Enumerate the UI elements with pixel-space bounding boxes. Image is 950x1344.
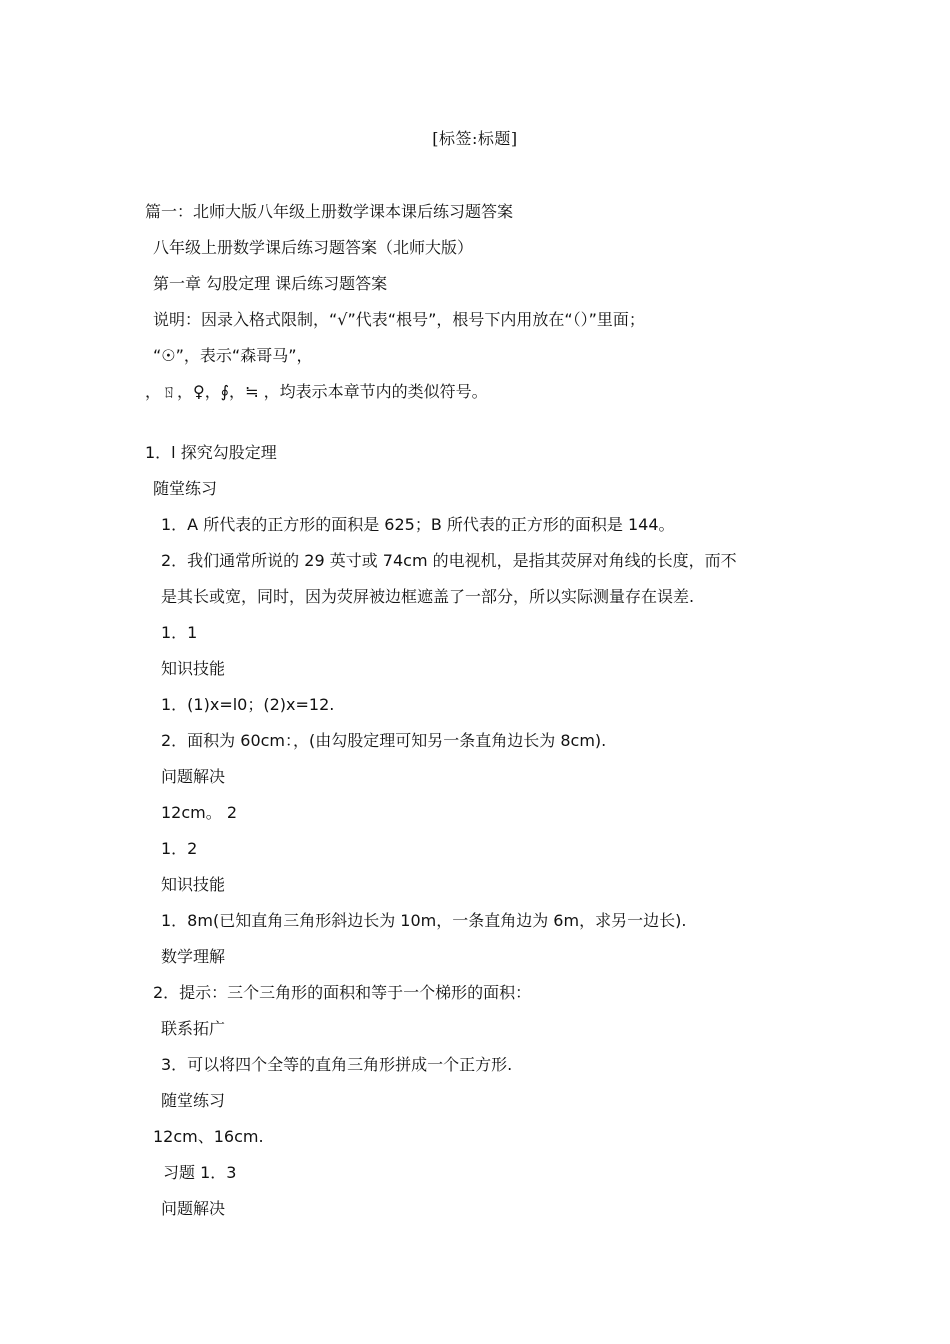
subheading: 问题解决 [161,767,226,786]
subheading: 习题 1．3 [163,1163,237,1182]
text-line: 1．2 [161,839,198,858]
subsection-title: 1．l 探究勾股定理 [145,443,277,462]
subheading: 知识技能 [161,659,226,678]
subheading: 随堂练习 [153,479,218,498]
text-line: 说明：因录入格式限制，“√”代表“根号”，根号下内用放在“（）”里面； [153,310,645,329]
text-line: “☉”，表示“森哥马”， [153,346,313,365]
subheading: 随堂练习 [161,1091,226,1110]
text-line: 1．8m(已知直角三角形斜边长为 10m，一条直角边为 6m，求另一边长). [161,911,687,930]
subheading: 问题解决 [161,1199,226,1218]
text-line: 3．可以将四个全等的直角三角形拼成一个正方形. [161,1055,513,1074]
text-line: 1．1 [161,623,198,642]
text-line: 1．(1)x=l0；(2)x=12. [161,695,335,714]
page-header-tag: [标签:标题] [432,129,518,148]
subheading: 联系拓广 [161,1019,226,1038]
text-line: 1．A 所代表的正方形的面积是 625；B 所代表的正方形的面积是 144。 [161,515,675,534]
text-line: 2．面积为 60cm：，(由勾股定理可知另一条直角边长为 8cm). [161,731,607,750]
text-line: ，ㄖ，♀，∮，≒ ，均表示本章节内的类似符号。 [145,382,488,401]
text-line: 12cm。 2 [161,803,238,822]
subheading: 知识技能 [161,875,226,894]
text-line: 2．提示：三个三角形的面积和等于一个梯形的面积： [153,983,532,1002]
text-line: 是其长或宽，同时，因为荧屏被边框遮盖了一部分，所以实际测量存在误差. [161,587,695,606]
chapter-title: 第一章 勾股定理 课后练习题答案 [153,274,388,293]
doc-subtitle: 八年级上册数学课后练习题答案（北师大版） [153,238,474,257]
section-title: 篇一：北师大版八年级上册数学课本课后练习题答案 [145,202,514,221]
text-line: 12cm、16cm. [153,1127,264,1146]
text-line: 2．我们通常所说的 29 英寸或 74cm 的电视机，是指其荧屏对角线的长度，而不 [161,551,737,570]
subheading: 数学理解 [161,947,226,966]
